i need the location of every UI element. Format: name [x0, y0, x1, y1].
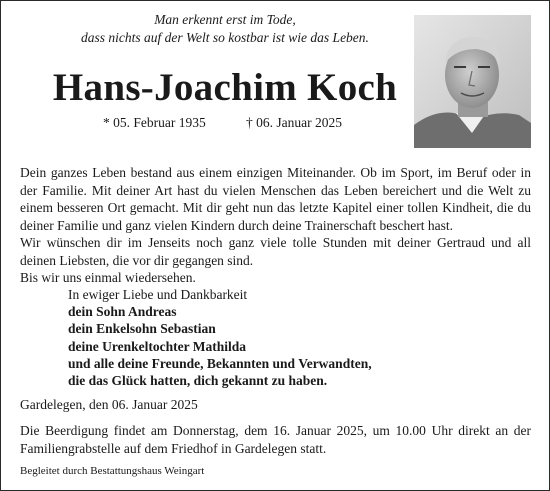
birth-date: * 05. Februar 1935	[103, 115, 206, 130]
mourner-line: die das Glück hatten, dich gekannt zu haben.	[68, 373, 328, 389]
undertaker-credit: Begleitet durch Bestattungshaus Weingart	[20, 465, 205, 477]
place-and-date: Gardelegen, den 06. Januar 2025	[20, 397, 198, 412]
mourners-intro: In ewiger Liebe und Dankbarkeit	[68, 287, 248, 302]
mourner-line: dein Enkelsohn Sebastian	[68, 321, 216, 337]
mourner-line: deine Urenkeltochter Mathilda	[68, 338, 246, 354]
memorial-quote	[50, 11, 400, 47]
funeral-text: Die Beerdigung findet am Donnerstag, dem 16. Januar 2025, um 10.00 Uhr direkt an der Familiengrabstelle auf dem Friedhof in Gardelegen statt.	[20, 423, 531, 456]
obituary-text	[20, 164, 531, 287]
obituary-paragraph-1: Dein ganzes Leben bestand aus einem einzigen Miteinander. Ob im Sport, im Beruf oder in der Familie. Mit deiner Art hast du vielen Menschen das Leben bereichert und die Welt zu einem besseren Ort gemacht. Mit dir geht nun das letzte Kapitel einer tollen Kindheit, die du deiner Familie und ganz vielen Kindern durch deine Trainerschaft beschert hast.	[20, 165, 531, 233]
mourner-line: und alle deine Freunde, Bekannten und Verwandten,	[68, 355, 372, 371]
quote-line-2: dass nichts auf der Welt so kostbar ist wie das Leben.	[81, 30, 369, 45]
death-date: † 06. Januar 2025	[246, 115, 342, 130]
mourners-list	[68, 286, 488, 389]
quote-line-1: Man erkennt erst im Tode,	[154, 12, 296, 27]
obituary-paragraph-2: Wir wünschen dir im Jenseits noch ganz viele tolle Stunden mit deiner Gertraud und all deinen Liebsten, die vor dir gegangen sind.	[20, 235, 531, 268]
portrait-photo	[414, 15, 531, 148]
deceased-name: Hans-Joachim Koch	[52, 66, 398, 109]
obituary-paragraph-3: Bis wir uns einmal wiedersehen.	[20, 270, 196, 285]
mourner-line: dein Sohn Andreas	[68, 304, 177, 320]
funeral-notice	[20, 422, 531, 457]
